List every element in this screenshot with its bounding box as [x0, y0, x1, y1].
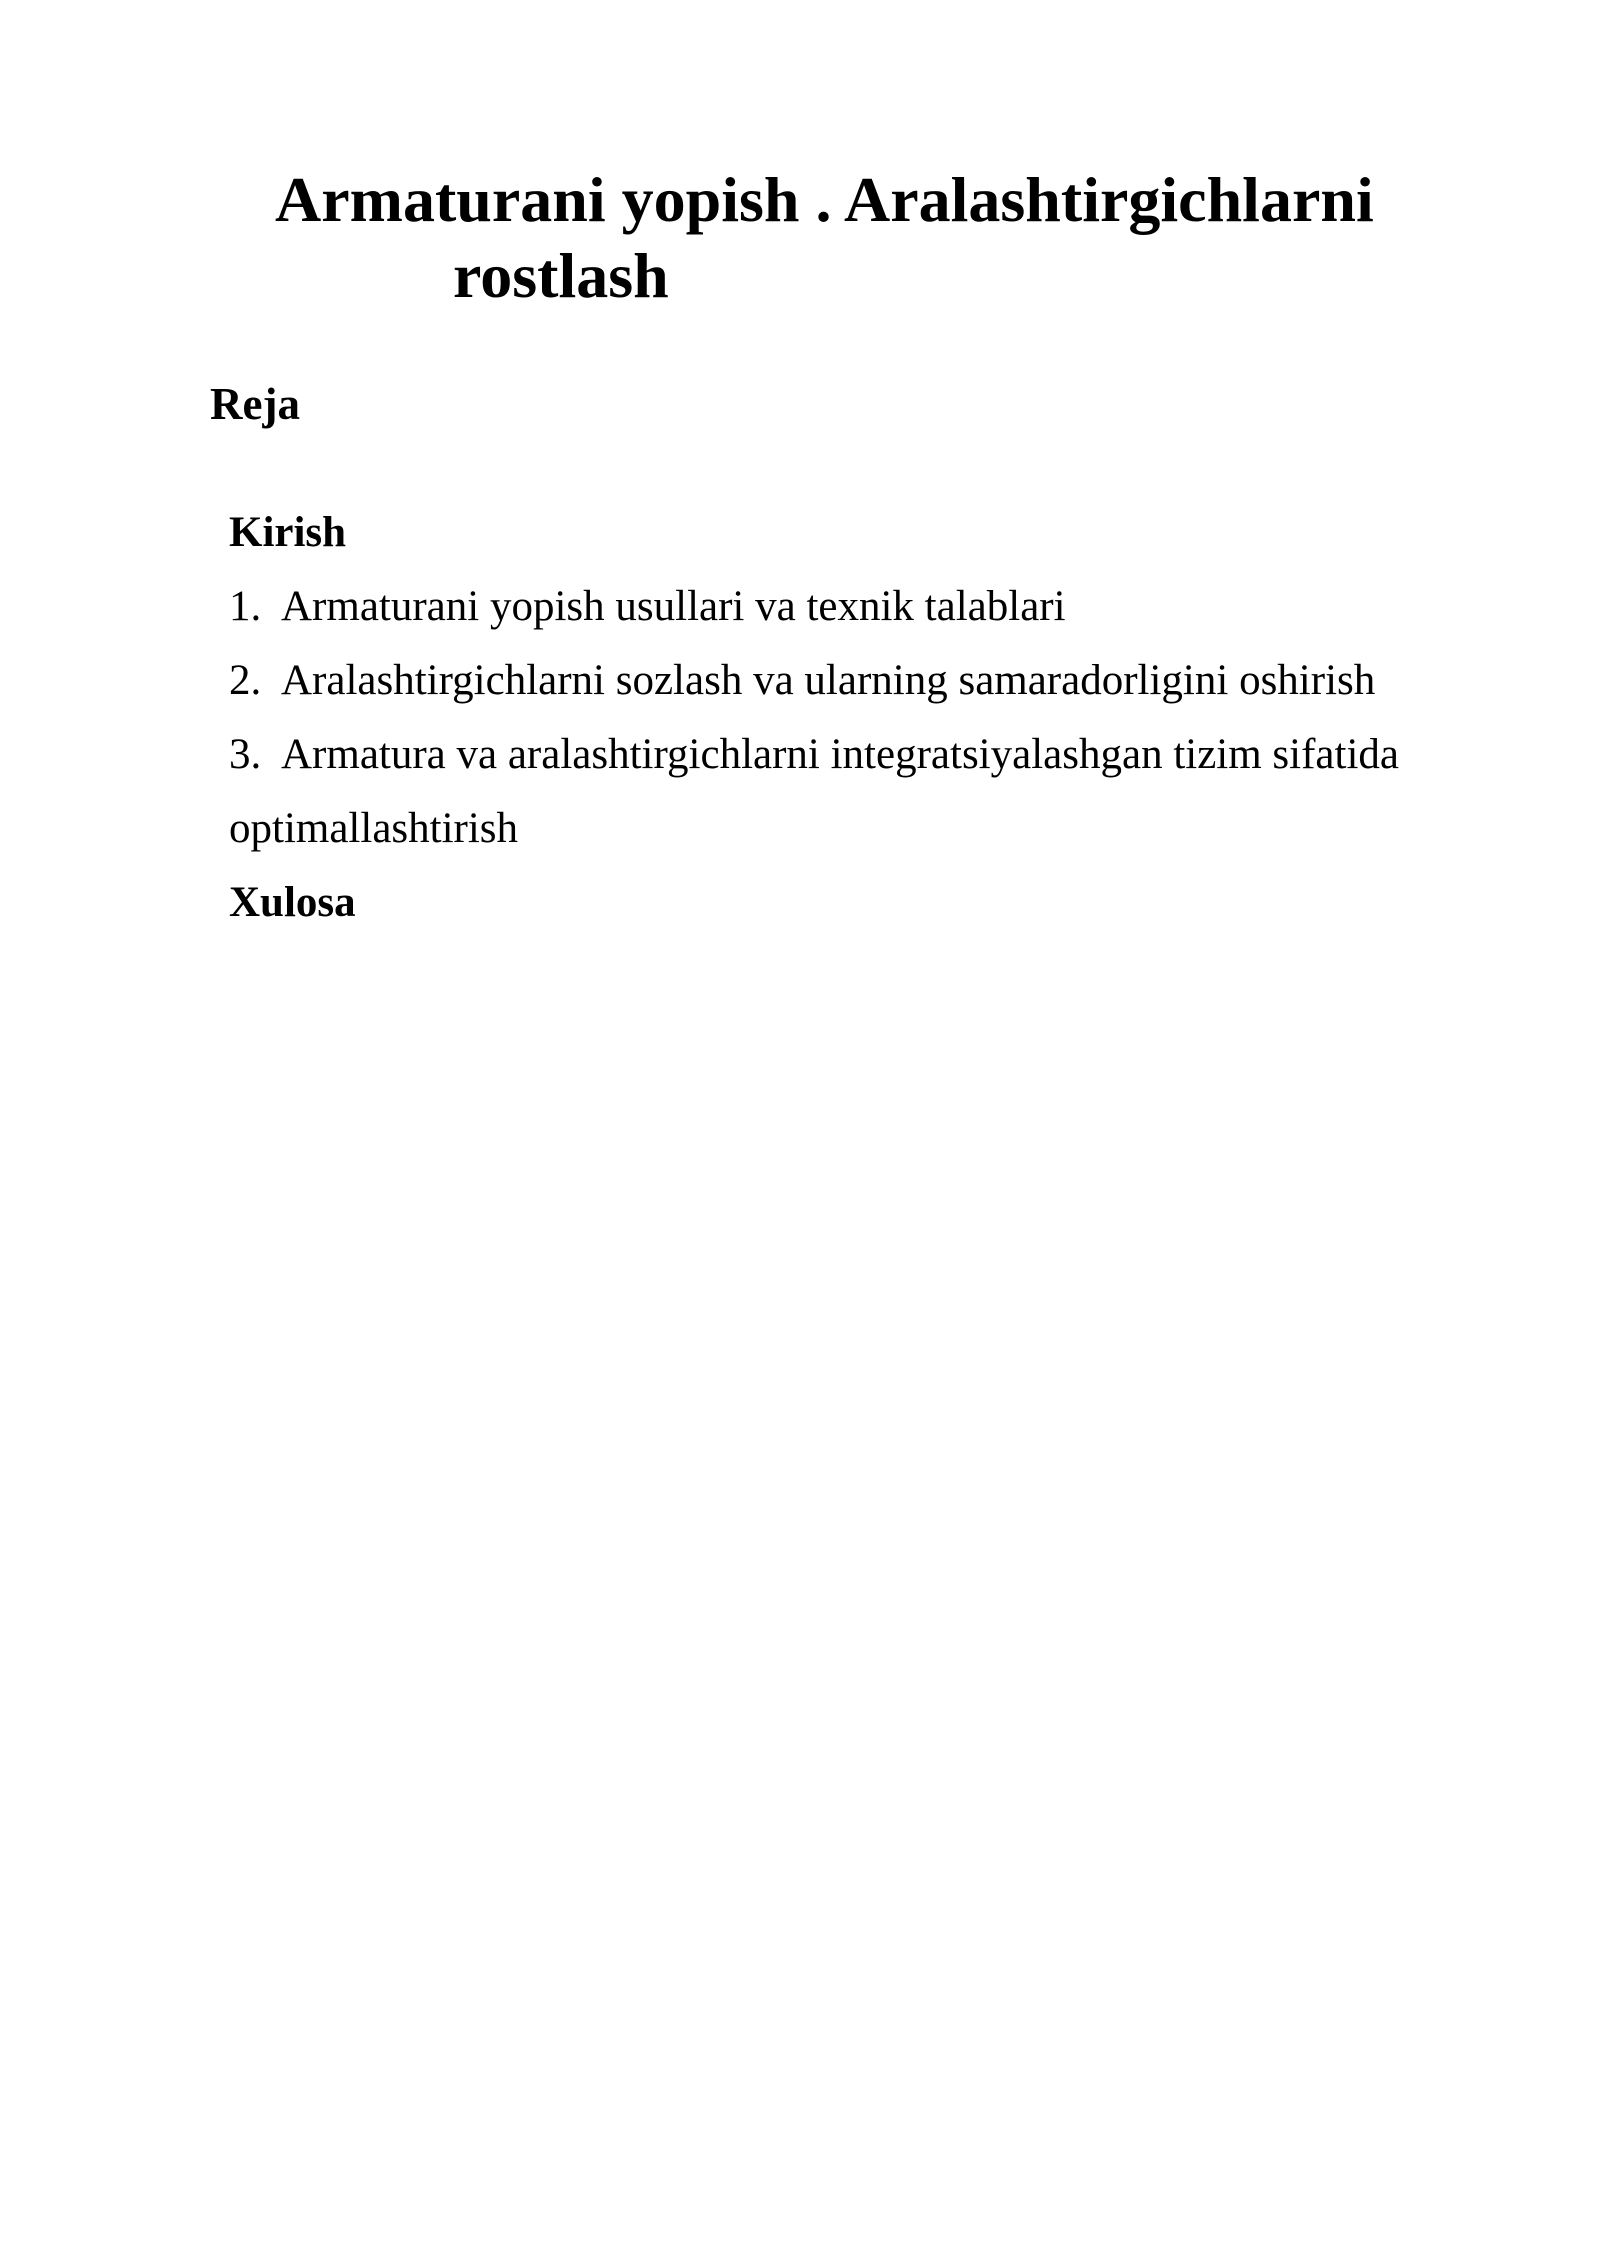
- plan-item-text: Aralashtirgichlarni sozlash va ularning samaradorligini oshirish: [281, 657, 1376, 704]
- document-title-line-1: Armaturani yopish . Aralashtirgichlarni: [275, 164, 1374, 235]
- plan-item-text: Armatura va aralashtirgichlarni integratsiyalashgan tizim sifatida: [281, 731, 1399, 778]
- plan-heading: Reja: [210, 379, 300, 429]
- conclusion-item: Xulosa: [229, 879, 356, 926]
- plan-item-1: [229, 570, 1479, 644]
- plan-item-number: 3.: [229, 731, 262, 778]
- plan-item-number: 1.: [229, 583, 262, 630]
- plan-item-number: 2.: [229, 657, 262, 704]
- plan-item-2: [229, 644, 1479, 718]
- plan-item-text: Armaturani yopish usullari va texnik talablari: [281, 583, 1066, 630]
- document-title-line-2: rostlash: [453, 240, 669, 311]
- plan-list: [229, 496, 1479, 940]
- plan-item-3: [229, 718, 1479, 792]
- intro-item: Kirish: [229, 509, 347, 556]
- plan-item-3-continuation: optimallashtirish: [229, 805, 519, 852]
